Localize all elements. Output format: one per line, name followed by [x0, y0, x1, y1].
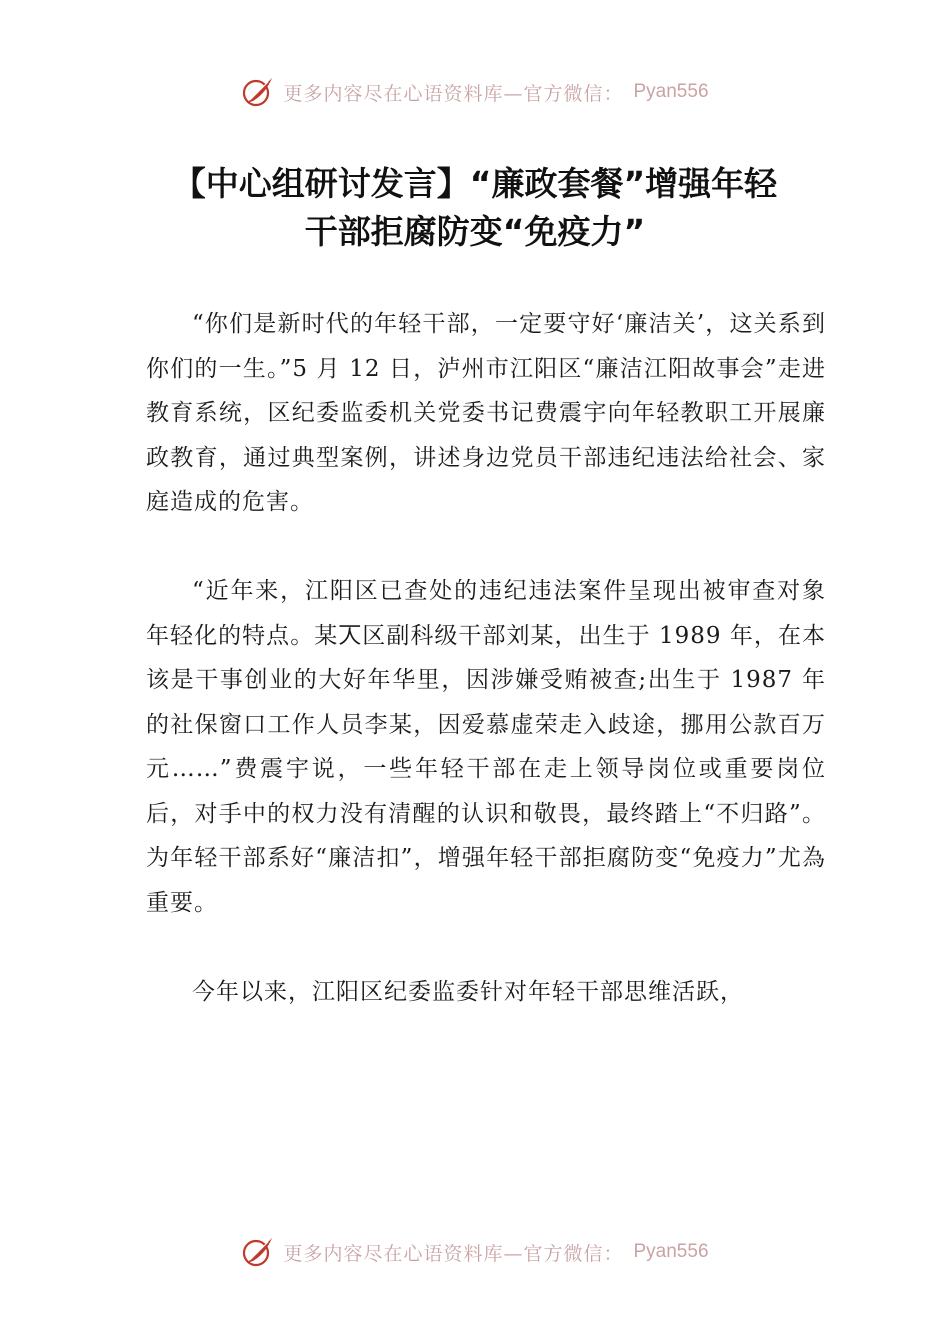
quill-logo-icon	[241, 1235, 275, 1269]
paragraph-1: “你们是新时代的年轻干部，一定要守好‘廉洁关’，这关系到你们的一生。”5 月 12 日，泸州市江阳区“廉洁江阳故事会”走进教育系统，区纪委监委机关党委书记费震宇向年轻教职工开展廉政教育，通过典型案例，讲述身边党员干部违纪违法给社会、家庭造成的危害。	[146, 311, 826, 515]
watermark-text: 更多内容尽在心语资料库—官方微信：	[283, 1242, 624, 1265]
paragraph-3: 今年以来，江阳区纪委监委针对年轻干部思维活跃，	[192, 978, 744, 1005]
quill-logo-icon	[241, 75, 275, 109]
watermark-text: 更多内容尽在心语资料库—官方微信：	[283, 82, 624, 105]
title-line-2: 干部拒腐防变“免疫力”	[304, 212, 646, 251]
watermark-handle: Pyan556	[633, 81, 709, 102]
footer-watermark	[0, 1230, 950, 1274]
title-line-1: 【中心组研讨发言】“廉政套餐”增强年轻	[172, 164, 778, 203]
document-title	[120, 160, 830, 256]
header-watermark	[0, 70, 950, 114]
paragraph-2: “近年来，江阳区已查处的违纪违法案件呈现出被审查对象年轻化的特点。某𠆣区副科级干部刘某，出生于 1989 年，在本该是干事创业的大好年华里，因涉嫌受贿被查;出生于 1987 年的社保窗口工作人员李某，因爱慕虚荣走入歧途，挪用公款百万元……”费震宇说，一些年轻干部在走上领导岗位或重要岗位后，对手中的权力没有清醒的认识和敬畏，最终踏上“不归路”。为年轻干部系好“廉洁扣”，增强年轻干部拒腐防变“免疫力”尤為重要。	[146, 578, 826, 916]
watermark-handle: Pyan556	[633, 1241, 709, 1262]
document-body	[146, 302, 826, 1014]
